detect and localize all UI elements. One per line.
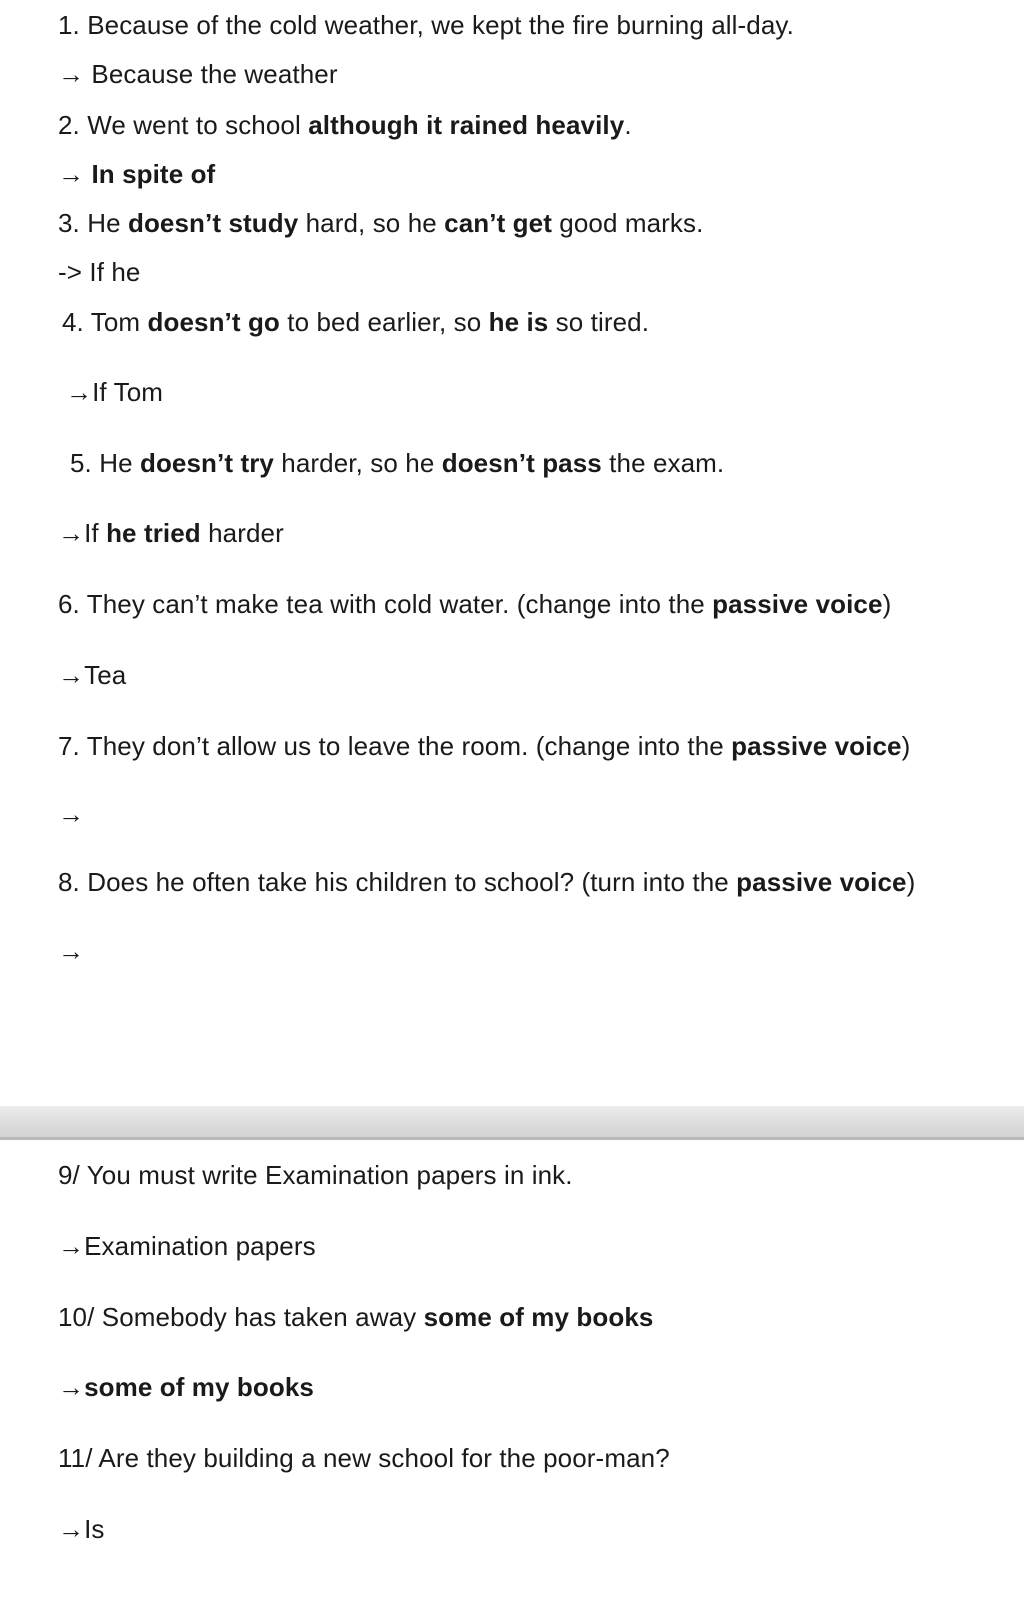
question-3-prompt: 3. He doesn’t study hard, so he can’t get good marks. <box>58 208 704 238</box>
question-6-prompt: 6. They can’t make tea with cold water. (change into the passive voice) <box>58 589 892 619</box>
question-10-prompt: 10/ Somebody has taken away some of my books <box>58 1302 654 1332</box>
question-10-answer: →some of my books <box>58 1372 314 1402</box>
question-9-answer: →Examination papers <box>58 1231 316 1261</box>
question-7-prompt: 7. They don’t allow us to leave the room. (change into the passive voice) <box>58 731 911 761</box>
question-3-answer: -> If he <box>58 257 141 287</box>
question-7-answer: → <box>58 799 85 829</box>
question-6-answer: →Tea <box>58 660 127 690</box>
question-2-answer: → In spite of <box>58 159 216 189</box>
question-4-prompt: 4. Tom doesn’t go to bed earlier, so he is so tired. <box>62 307 650 337</box>
page-break-divider <box>0 1106 1024 1140</box>
question-1-prompt: 1. Because of the cold weather, we kept the fire burning all-day. <box>58 10 794 40</box>
question-4-answer: →If Tom <box>66 377 164 407</box>
question-2-prompt: 2. We went to school although it rained heavily. <box>58 110 632 140</box>
question-9-prompt: 9/ You must write Examination papers in ink. <box>58 1160 573 1190</box>
question-5-prompt: 5. He doesn’t try harder, so he doesn’t pass the exam. <box>70 448 725 478</box>
question-8-answer: → <box>58 936 85 966</box>
question-11-prompt: 11/ Are they building a new school for the poor-man? <box>58 1443 670 1473</box>
question-1-answer: → Because the weather <box>58 59 338 89</box>
question-8-prompt: 8. Does he often take his children to school? (turn into the passive voice) <box>58 867 916 897</box>
question-11-answer: →Is <box>58 1514 105 1544</box>
question-5-answer: →If he tried harder <box>58 518 284 548</box>
